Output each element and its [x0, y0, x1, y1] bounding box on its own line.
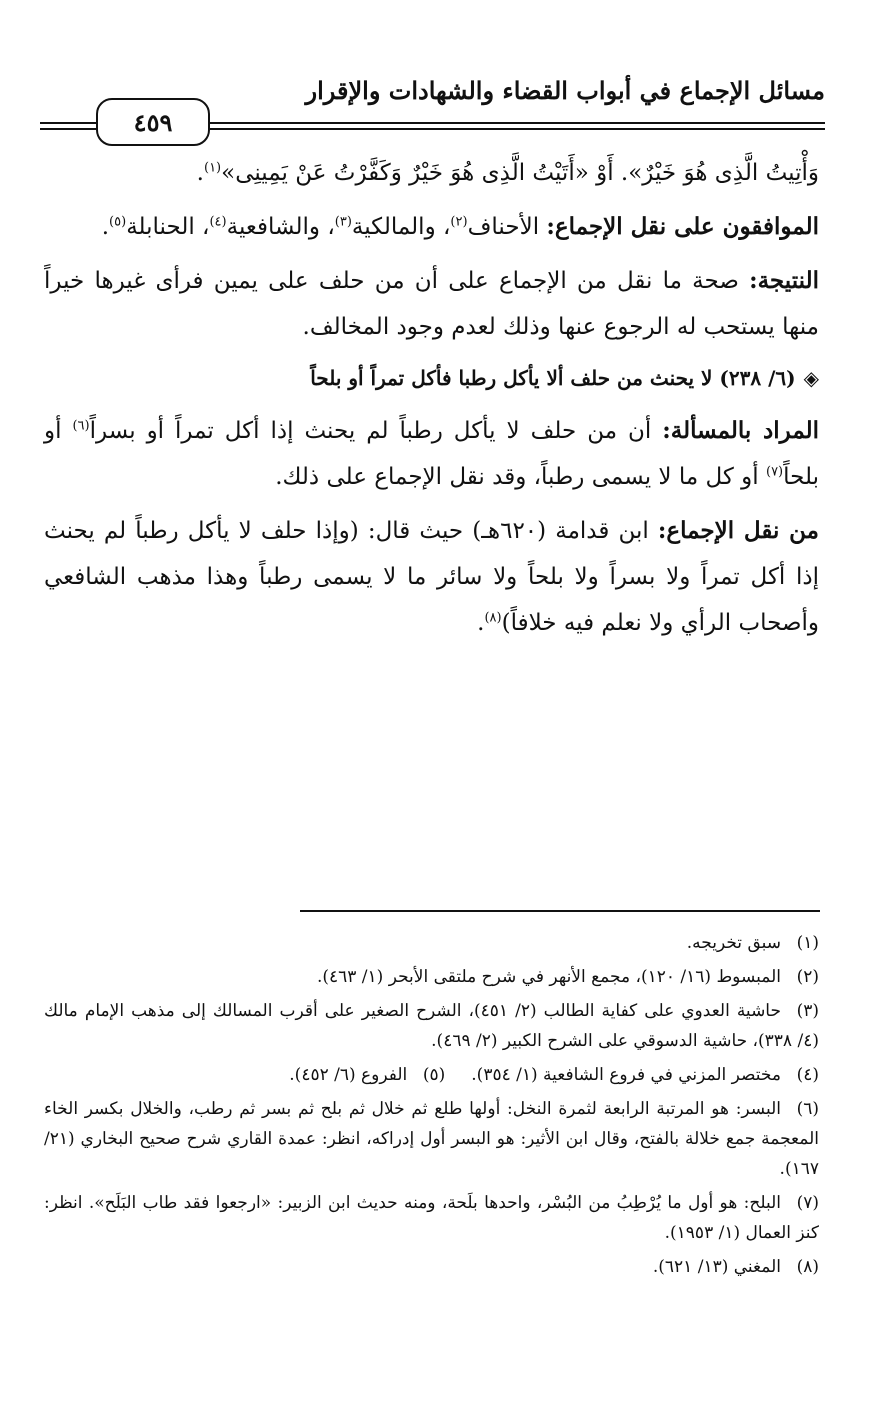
footnote-ref-8[interactable]: (٨)	[484, 610, 502, 626]
paragraph-hadith-end	[44, 150, 819, 196]
footnote-text: البلح: هو أول ما يُرْطِبُ من البُسْر، واحدها بلَحة، ومنه حديث ابن الزبير: «ارجعوا فقد طاب البَلَح». انظر: كنز العمال (١/ ١٩٥٣).	[44, 1193, 819, 1243]
footnote-text: البسر: هو المرتبة الرابعة لثمرة النخل: أولها طلع ثم خلال ثم بلح ثم بسر ثم رطب، والخلال بكسر الخاء المعجمة جمع خلالة بالفتح، وقال ابن الأثير: هو البسر أول إدراكه، انظر: عمدة القاري شرح صحيح البخاري (٢١/ ١٦٧).	[44, 1099, 819, 1179]
page-number-frame	[96, 98, 210, 146]
transmitter-text: ابن قدامة (٦٢٠هـ) حيث قال: (وإذا حلف لا يأكل رطباً لم يحنث إذا أكل تمراً ولا بسراً ولا بلحاً ولا سائر ما لا يسمى رطباً وهذا مذهب الشافعي وأصحاب الرأي ولا نعلم فيه خلافاً)	[44, 518, 819, 636]
footnote-2	[44, 962, 819, 992]
footnotes	[44, 928, 819, 1286]
paragraph-agreeing-schools	[44, 204, 819, 250]
footnote-number: (٢)	[796, 967, 819, 987]
meaning-label: المراد بالمسألة:	[662, 417, 820, 444]
paragraph-meaning	[44, 408, 819, 500]
meaning-text-b: أو بلحاً	[44, 418, 819, 490]
footnote-ref-4[interactable]: (٤)	[209, 214, 227, 230]
footnote-8	[44, 1252, 819, 1282]
school-hanbali: ، الحنابلة	[126, 214, 210, 240]
footnote-text: سبق تخريجه.	[686, 933, 781, 953]
paragraph-result	[44, 258, 819, 350]
transmitter-label: من نقل الإجماع:	[657, 517, 819, 544]
footnote-3	[44, 996, 819, 1056]
footnote-1	[44, 928, 819, 958]
footnote-number: (٥)	[422, 1065, 446, 1085]
meaning-text-a: أن من حلف لا يأكل رطباً لم يحنث إذا أكل تمراً أو بسراً	[89, 418, 663, 444]
footnote-text: مختصر المزني في فروع الشافعية (١/ ٣٥٤).	[471, 1065, 781, 1085]
main-text	[44, 150, 819, 654]
hadith-text: وَأْتِيتُ الَّذِى هُوَ خَيْرٌ». أَوْ «أَتَيْتُ الَّذِى هُوَ خَيْرٌ وَكَفَّرْتُ عَنْ يَمِينِى»	[221, 160, 819, 186]
footnote-number: (٤)	[796, 1065, 819, 1085]
issue-heading-text: (٦/ ٢٣٨) لا يحنث من حلف ألا يأكل رطبا فأكل تمراً أو بلحاً	[310, 366, 796, 390]
footnote-ref-5[interactable]: (٥)	[109, 214, 127, 230]
diamond-icon: ◈	[803, 366, 819, 390]
footnote-ref-1[interactable]: (١)	[203, 160, 222, 176]
punctuation: .	[196, 160, 204, 186]
result-label: النتيجة:	[749, 267, 819, 294]
footnote-number: (١)	[796, 933, 819, 953]
footnote-number: (٦)	[796, 1099, 819, 1119]
result-text: صحة ما نقل من الإجماع على أن من حلف على يمين فرأى غيرها خيراً منها يستحب له الرجوع عنها وذلك لعدم وجود المخالف.	[44, 268, 819, 340]
footnote-4-5	[44, 1060, 819, 1090]
footnote-ref-7[interactable]: (٧)	[765, 464, 784, 480]
school-hanafi: الأحناف	[467, 214, 547, 240]
footnote-7	[44, 1188, 819, 1248]
footnote-number: (٣)	[796, 1001, 819, 1021]
footnote-ref-3[interactable]: (٣)	[334, 214, 352, 230]
school-shafii: ، والشافعية	[226, 214, 335, 240]
footnote-ref-2[interactable]: (٢)	[450, 214, 468, 230]
footnote-text: حاشية العدوي على كفاية الطالب (٢/ ٤٥١)، الشرح الصغير على أقرب المسالك إلى مذهب الإمام مالك (٤/ ٣٣٨)، حاشية الدسوقي على الشرح الكبير (٢/ ٤٦٩).	[44, 1001, 819, 1051]
footnote-number: (٨)	[796, 1257, 819, 1277]
punctuation: .	[101, 214, 110, 240]
footnote-text: المبسوط (١٦/ ١٢٠)، مجمع الأنهر في شرح ملتقى الأبحر (١/ ٤٦٣).	[316, 967, 781, 987]
issue-heading	[44, 358, 819, 398]
meaning-text-c: أو كل ما لا يسمى رطباً، وقد نقل الإجماع على ذلك.	[275, 464, 766, 490]
running-header	[40, 70, 825, 140]
footnote-separator	[300, 910, 820, 912]
header-title: مسائل الإجماع في أبواب القضاء والشهادات والإقرار	[305, 76, 825, 105]
agreeing-label: الموافقون على نقل الإجماع:	[546, 213, 819, 240]
footnote-text: الفروع (٦/ ٤٥٢).	[289, 1065, 408, 1085]
paragraph-transmitter	[44, 508, 819, 646]
footnote-text: المغني (١٣/ ٦٢١).	[652, 1257, 781, 1277]
footnote-6	[44, 1094, 819, 1184]
footnote-ref-6[interactable]: (٦)	[72, 418, 90, 434]
footnote-number: (٧)	[796, 1193, 819, 1213]
punctuation: .	[477, 610, 485, 636]
school-maliki: ، والمالكية	[351, 214, 451, 240]
page-number: ٤٥٩	[133, 107, 173, 137]
